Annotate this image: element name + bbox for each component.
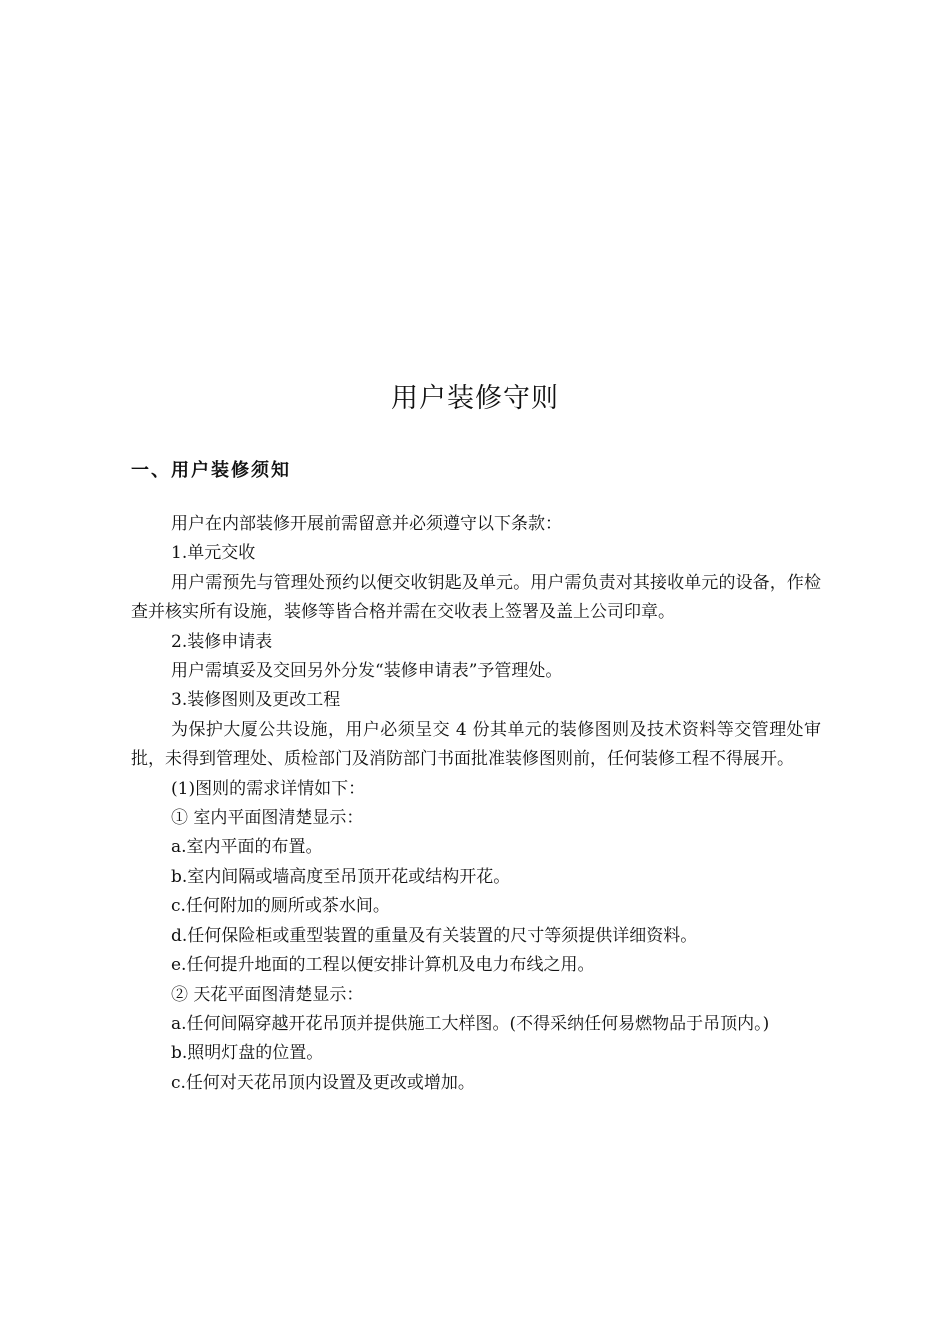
document-body — [131, 510, 821, 1098]
paragraph: 1.单元交收 — [171, 543, 256, 564]
paragraph: c.任何附加的厕所或茶水间。 — [171, 896, 390, 917]
document-title: 用户装修守则 — [391, 383, 559, 414]
paragraph: a.任何间隔穿越开花吊顶并提供施工大样图。(不得采纳任何易燃物品于吊顶内。) — [171, 1013, 770, 1034]
paragraph: b.室内间隔或墙高度至吊顶开花或结构开花。 — [171, 866, 511, 887]
paragraph: ① 室内平面图清楚显示： — [171, 808, 364, 829]
paragraph: 用户需填妥及交回另外分发“装修申请表”予管理处。 — [171, 661, 563, 682]
paragraph: 用户需预先与管理处预约以便交收钥匙及单元。用户需负责对其接收单元的设备，作检查并核实所有设施，装修等皆合格并需在交收表上签署及盖上公司印章。 — [131, 572, 821, 623]
paragraph: b.照明灯盘的位置。 — [171, 1043, 324, 1064]
paragraph: c.任何对天花吊顶内设置及更改或增加。 — [171, 1072, 475, 1093]
paragraph: 用户在内部装修开展前需留意并必须遵守以下条款： — [171, 514, 562, 534]
paragraph: 3.装修图则及更改工程 — [171, 690, 341, 711]
paragraph: 为保护大厦公共设施，用户必须呈交 4 份其单元的装修图则及技术资料等交管理处审批，未得到管理处、质检部门及消防部门书面批准装修图则前，任何装修工程不得展开。 — [131, 719, 821, 770]
paragraph: 2.装修申请表 — [171, 631, 273, 652]
section-heading: 一、用户装修须知 — [131, 460, 291, 481]
paragraph: e.任何提升地面的工程以便安排计算机及电力布线之用。 — [171, 955, 595, 976]
paragraph: (1)图则的需求详情如下： — [171, 778, 366, 799]
paragraph: d.任何保险柜或重型装置的重量及有关装置的尺寸等须提供详细资料。 — [171, 925, 698, 946]
paragraph: a.室内平面的布置。 — [171, 837, 323, 858]
paragraph: ② 天花平面图清楚显示： — [171, 984, 364, 1005]
